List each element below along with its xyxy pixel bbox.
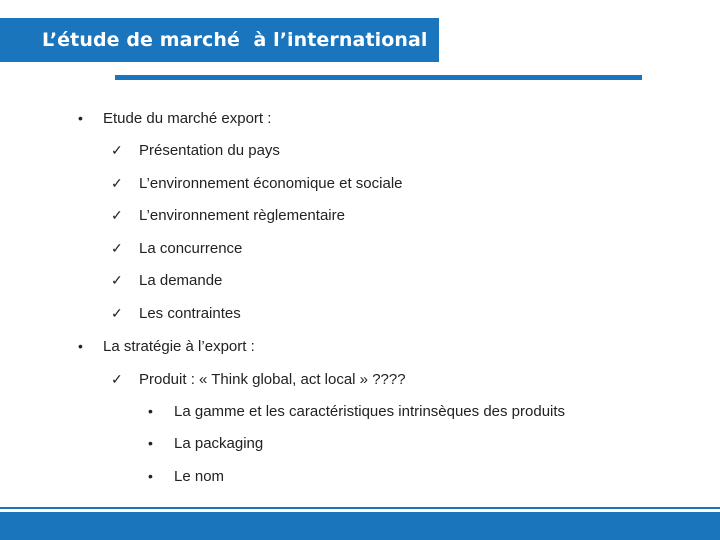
check-item <box>111 140 280 160</box>
sub-bullet-item <box>148 433 263 453</box>
footer-band <box>0 512 720 540</box>
bullet-icon: • <box>78 110 83 126</box>
check-item <box>111 303 241 323</box>
bullet-icon: • <box>148 403 153 419</box>
check-text: Présentation du pays <box>139 141 280 159</box>
bullet-item <box>78 336 255 356</box>
sub-bullet-item <box>148 401 565 421</box>
check-item <box>111 238 242 258</box>
sub-bullet-item <box>148 466 224 486</box>
check-item <box>111 173 403 193</box>
check-text: L’environnement règlementaire <box>139 206 345 224</box>
bullet-icon: • <box>148 468 153 484</box>
bullet-icon: • <box>78 338 83 354</box>
check-text: L’environnement économique et sociale <box>139 174 403 192</box>
title-underline <box>115 75 642 80</box>
check-item <box>111 369 406 389</box>
checkmark-icon: ✓ <box>111 304 123 321</box>
check-item <box>111 205 345 225</box>
check-text: Les contraintes <box>139 304 241 322</box>
check-item <box>111 270 222 290</box>
footer-rule <box>0 507 720 509</box>
title-banner <box>0 18 439 62</box>
bullet-icon: • <box>148 435 153 451</box>
check-text: La concurrence <box>139 239 243 257</box>
bullet-item <box>78 108 271 128</box>
bullet-text: La stratégie à l’export : <box>103 337 255 355</box>
slide-title: L’étude de marché à l’international <box>42 29 428 51</box>
check-text: La demande <box>139 271 223 289</box>
check-text: Produit : « Think global, act local » ???? <box>139 370 406 388</box>
sub-bullet-text: La gamme et les caractéristiques intrinsèques des produits <box>174 402 566 420</box>
checkmark-icon: ✓ <box>111 239 123 256</box>
checkmark-icon: ✓ <box>111 370 123 387</box>
bullet-text: Etude du marché export : <box>103 109 272 127</box>
checkmark-icon: ✓ <box>111 174 123 191</box>
checkmark-icon: ✓ <box>111 141 123 158</box>
sub-bullet-text: La packaging <box>174 434 264 452</box>
sub-bullet-text: Le nom <box>174 467 225 485</box>
checkmark-icon: ✓ <box>111 271 123 288</box>
checkmark-icon: ✓ <box>111 206 123 223</box>
